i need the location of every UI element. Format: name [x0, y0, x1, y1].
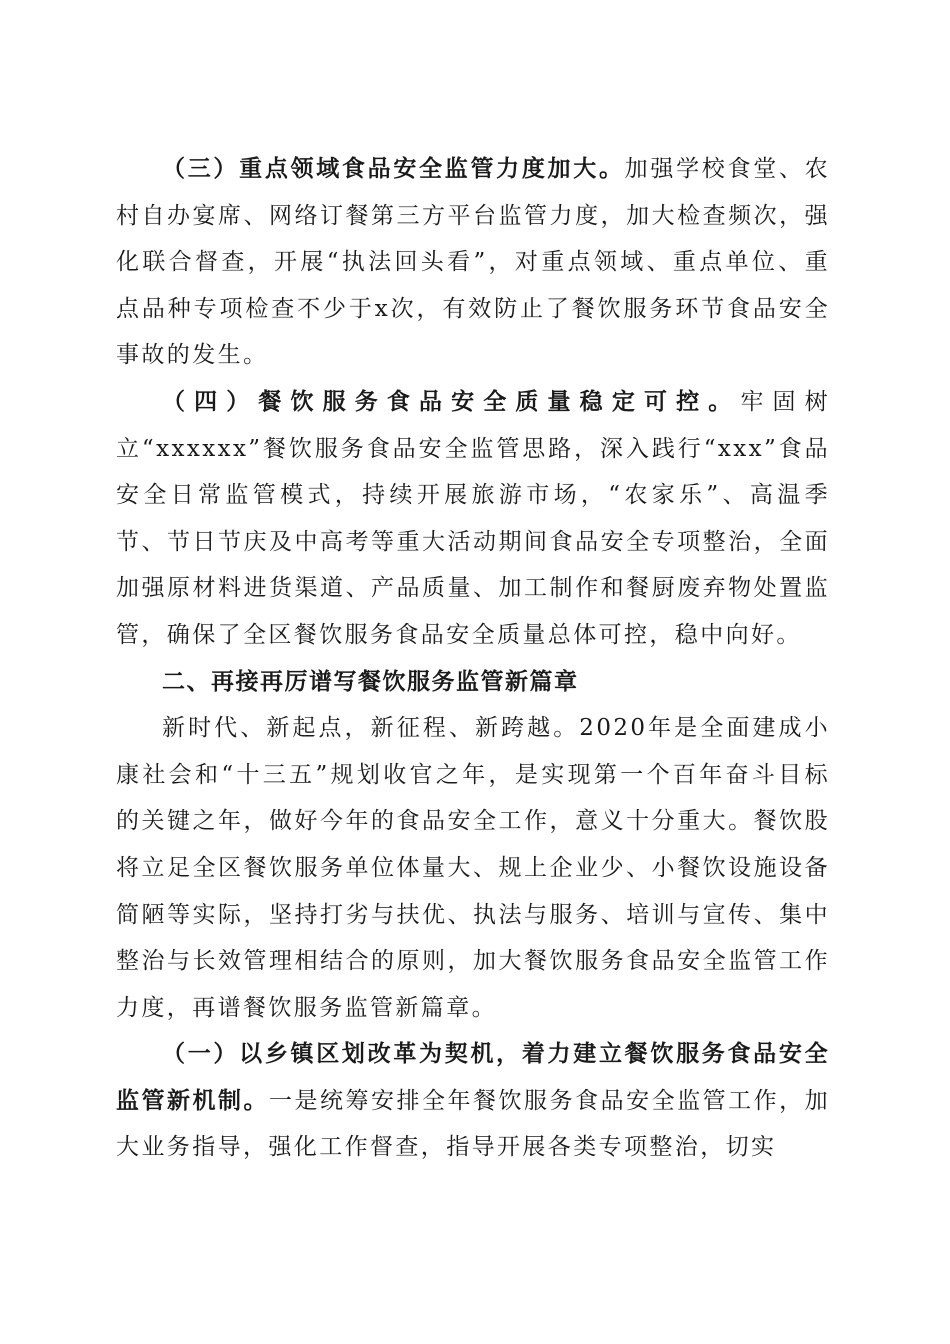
- section-intro: 新时代、新起点，新征程、新跨越。2020年是全面建成小康社会和“十三五”规划收官之年，是实现第一个百年奋斗目标的关键之年，做好今年的食品安全工作，意义十分重大。餐饮股将立足全区餐饮服务单位体量大、规上企业少、小餐饮设施设备简陋等实际，坚持打劣与扶优、执法与服务、培训与宣传、集中整治与长效管理相结合的原则，加大餐饮服务食品安全监管工作力度，再谱餐饮服务监管新篇章。: [116, 715, 830, 1021]
- paragraph-lead: （一）以乡镇区划改革为契机，着力建立餐饮服务食品安全监管新机制。: [116, 1040, 830, 1114]
- paragraph-text: 加强学校食堂、农村自办宴席、网络订餐第三方平台监管力度，加大检查频次，强化联合督查，开展“执法回头看”，对重点领域、重点单位、重点品种专项检查不少于x次，有效防止了餐饮服务环节食品安全事故的发生。: [116, 156, 830, 369]
- document-body: [116, 146, 830, 1171]
- paragraph-lead: （四）餐饮服务食品安全质量稳定可控。: [162, 387, 741, 415]
- section-heading: 二、再接再厉谱写餐饮服务监管新篇章: [162, 668, 579, 695]
- paragraph-new-mechanism: [116, 1031, 830, 1171]
- paragraph-lead: （三）重点领域食品安全监管力度加大。: [162, 155, 625, 182]
- paragraph-text: 一是统筹安排全年餐饮服务食品安全监管工作，加大业务指导，强化工作督查，指导开展各类专项整治，切实: [116, 1087, 830, 1161]
- paragraph-key-areas: [116, 146, 830, 379]
- paragraph-quality-control: [116, 379, 830, 659]
- paragraph-text: 牢固树立“xxxxxx”餐饮服务食品安全监管思路，深入践行“xxx”食品安全日常监管模式，持续开展旅游市场，“农家乐”、高温季节、节日节庆及中高考等重大活动期间食品安全专项整治，全面加强原材料进货渠道、产品质量、加工制作和餐厨废弃物处置监管，确保了全区餐饮服务食品安全质量总体可控，稳中向好。: [116, 388, 831, 648]
